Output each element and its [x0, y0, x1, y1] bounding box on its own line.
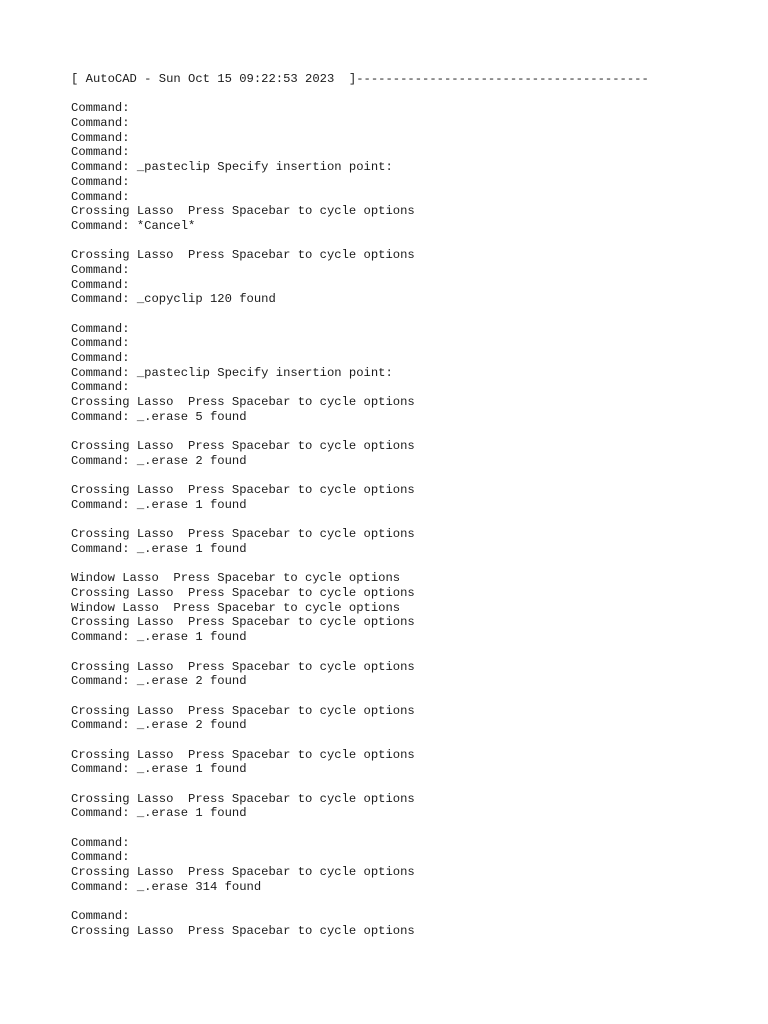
log-line: Command:: [71, 130, 130, 145]
command-log-page: [71, 72, 751, 939]
log-line: Command: _.erase 2 found: [71, 453, 247, 468]
log-line: Crossing Lasso Press Spacebar to cycle options: [71, 923, 415, 938]
log-line: Crossing Lasso Press Spacebar to cycle options: [71, 527, 415, 542]
log-line: Command:: [71, 101, 130, 116]
log-line: Crossing Lasso Press Spacebar to cycle options: [71, 615, 415, 630]
log-line: Command: *Cancel*: [71, 218, 196, 233]
blank-line: [71, 234, 751, 249]
blank-line: [71, 895, 751, 910]
log-line: Crossing Lasso Press Spacebar to cycle options: [71, 865, 415, 880]
log-line: Command: _.erase 1 found: [71, 806, 247, 821]
log-line: Command:: [71, 380, 130, 395]
log-line: Command: _.erase 1 found: [71, 542, 247, 556]
log-line: Command:: [71, 174, 130, 189]
log-line: Command: _copyclip 120 found: [71, 292, 276, 307]
log-line: Command:: [71, 835, 130, 850]
blank-line: [71, 469, 751, 484]
log-line: Crossing Lasso Press Spacebar to cycle options: [71, 747, 415, 762]
log-line: Command:: [71, 145, 130, 160]
log-line: Command:: [71, 909, 130, 924]
log-line: Crossing Lasso Press Spacebar to cycle options: [71, 586, 415, 601]
log-line: Command: _.erase 1 found: [71, 497, 247, 512]
blank-line: [71, 689, 751, 704]
log-line: Window Lasso Press Spacebar to cycle options: [71, 571, 401, 586]
log-line: Command: _pasteclip Specify insertion point:: [71, 160, 393, 175]
blank-line: [71, 87, 751, 102]
blank-line: [71, 307, 751, 322]
log-line: Command: _.erase 1 found: [71, 630, 247, 645]
log-line: Crossing Lasso Press Spacebar to cycle options: [71, 483, 415, 498]
blank-line: [71, 645, 751, 660]
log-line: Crossing Lasso Press Spacebar to cycle options: [71, 204, 415, 219]
command-history-text: [71, 72, 751, 939]
blank-line: [71, 513, 751, 528]
log-line: Crossing Lasso Press Spacebar to cycle options: [71, 248, 415, 263]
log-line: Crossing Lasso Press Spacebar to cycle options: [71, 395, 415, 410]
log-line: Crossing Lasso Press Spacebar to cycle options: [71, 659, 415, 674]
log-line: Window Lasso Press Spacebar to cycle options: [71, 600, 401, 615]
log-line: Command: _.erase 2 found: [71, 674, 247, 689]
log-line: Command:: [71, 116, 130, 131]
log-line: Command:: [71, 336, 130, 351]
blank-line: [71, 733, 751, 748]
blank-line: [71, 557, 751, 572]
log-line: Crossing Lasso Press Spacebar to cycle options: [71, 791, 415, 806]
log-line: Command: _.erase 5 found: [71, 409, 247, 424]
log-line: Command: _.erase 2 found: [71, 718, 247, 733]
blank-line: [71, 777, 751, 792]
log-line: Command: _.erase 1 found: [71, 762, 247, 777]
log-line: Command:: [71, 262, 130, 277]
log-line: Command:: [71, 277, 130, 292]
blank-line: [71, 821, 751, 836]
blank-line: [71, 425, 751, 440]
log-line: Command: _.erase 314 found: [71, 879, 262, 894]
log-line: Crossing Lasso Press Spacebar to cycle options: [71, 703, 415, 718]
log-line: Command:: [71, 351, 130, 366]
log-line: Command:: [71, 189, 130, 204]
log-line: Command: _pasteclip Specify insertion point:: [71, 365, 393, 380]
log-line: Command:: [71, 321, 130, 336]
log-header: [ AutoCAD - Sun Oct 15 09:22:53 2023 ]----------------------------------------: [71, 72, 649, 86]
log-line: Command:: [71, 850, 130, 865]
log-line: Crossing Lasso Press Spacebar to cycle options: [71, 439, 415, 454]
